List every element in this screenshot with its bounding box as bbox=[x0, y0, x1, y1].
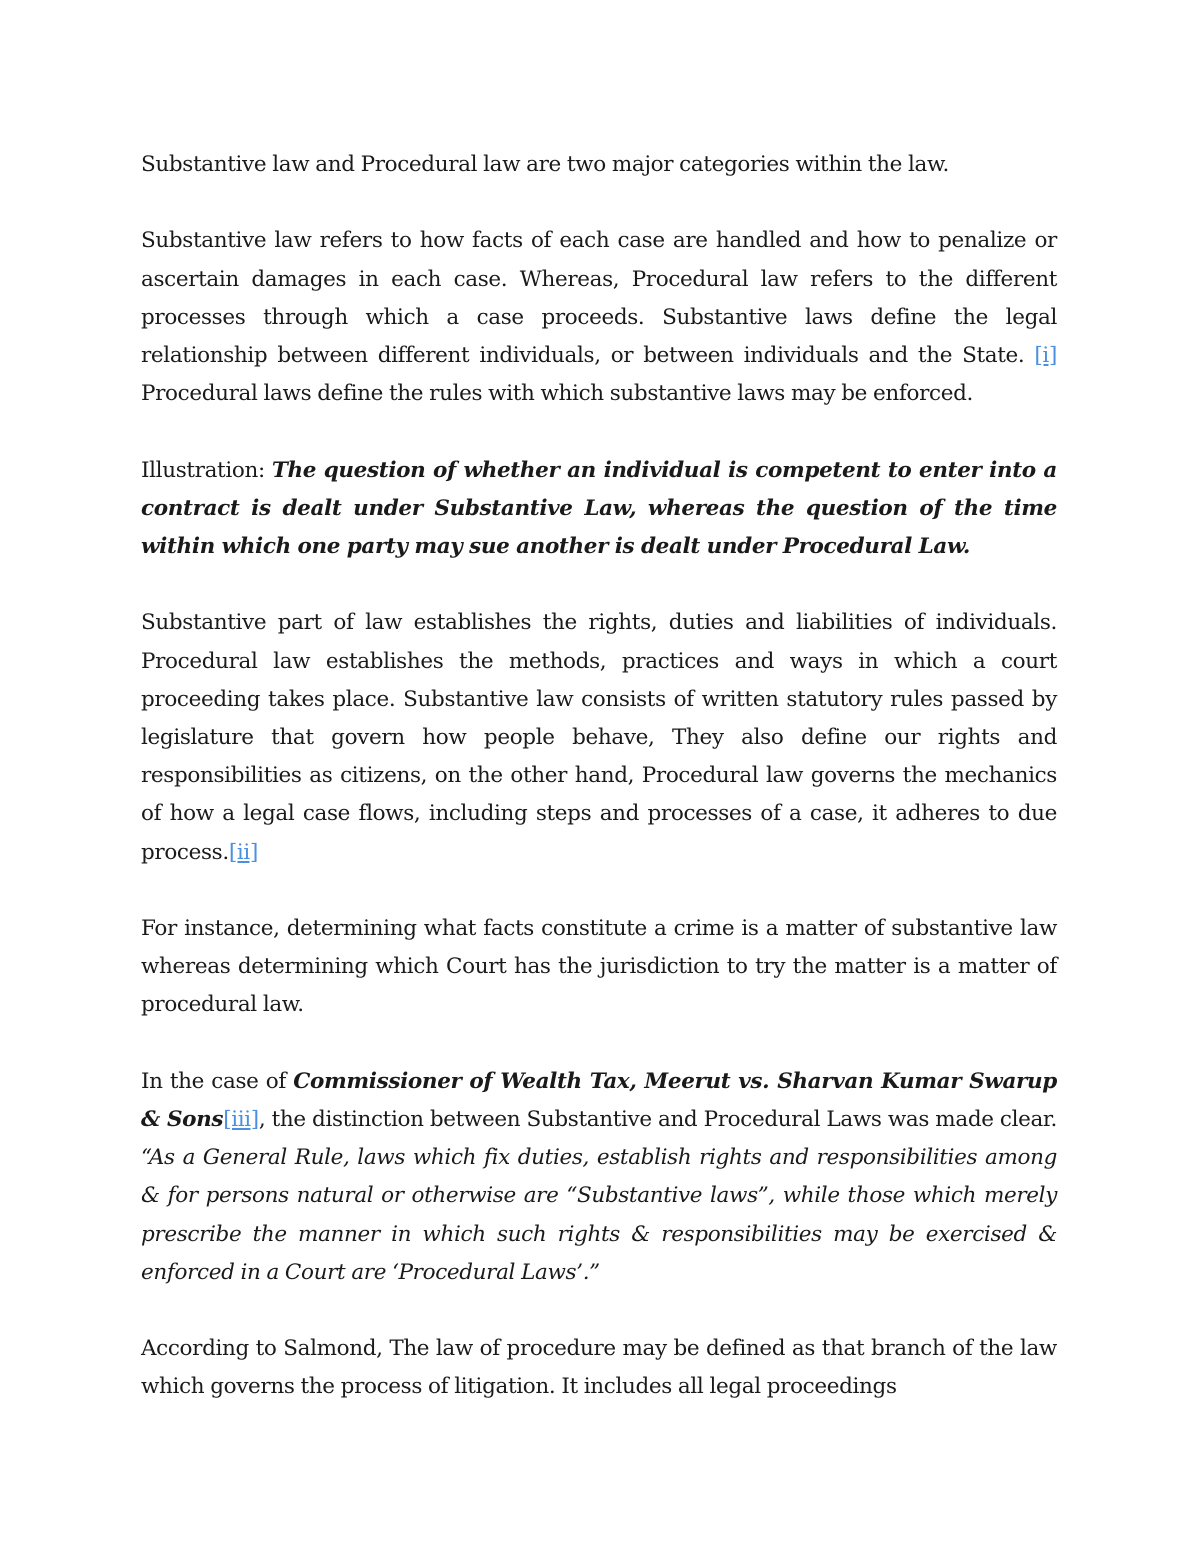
paragraph-instance bbox=[141, 910, 1057, 1025]
paragraph-comparison bbox=[141, 604, 1057, 871]
illustration-text: The question of whether an individual is competent to enter into a contract is dealt under Substantive Law, whereas the question of the time within which one party may sue another is dealt under Procedural Law. bbox=[141, 457, 1057, 559]
instance-text: For instance, determining what facts constitute a crime is a matter of substantive law whereas determining which Court has the jurisdiction to try the matter is a matter of procedural law. bbox=[141, 916, 1057, 1018]
salmond-text: According to Salmond, The law of procedure may be defined as that branch of the law which governs the process of litigation. It includes all legal proceedings bbox=[141, 1336, 1057, 1400]
paragraph-definitions bbox=[141, 222, 1057, 413]
case-text: , the distinction between Substantive and Procedural Laws was made clear. bbox=[258, 1107, 1057, 1132]
case-intro-text: In the case of bbox=[141, 1068, 294, 1094]
intro-text: Substantive law and Procedural law are two major categories within the law. bbox=[141, 152, 949, 177]
footnote-link-ii[interactable]: [ii] bbox=[228, 839, 258, 865]
case-quote: “As a General Rule, laws which fix duties, establish rights and responsibilities among & for persons natural or otherwise are “Substantive laws”, while those which merely prescribe the manner in which such rights & responsibilities may be exercised & enforced in a Court are ‘Procedural Laws’.” bbox=[141, 1145, 1057, 1285]
comparison-text: Substantive part of law establishes the rights, duties and liabilities of individuals. Procedural law establishes the methods, practices and ways in which a court proceeding takes place. Substantive law consists of written statutory rules passed by legislature that govern how people behave, They also define our rights and responsibilities as citizens, on the other hand, Procedural law governs the mechanics of how a legal case flows, including steps and processes of a case, it adheres to due process. bbox=[141, 610, 1057, 865]
paragraph-case bbox=[141, 1063, 1057, 1292]
definitions-text-end: Procedural laws define the rules with which substantive laws may be enforced. bbox=[141, 381, 973, 407]
document-page bbox=[141, 146, 1057, 1445]
paragraph-intro bbox=[141, 146, 1057, 184]
case-name: Commissioner of Wealth Tax, Meerut vs. Sharvan Kumar Swarup & Sons bbox=[141, 1068, 1057, 1132]
paragraph-salmond bbox=[141, 1330, 1057, 1406]
footnote-link-iii[interactable]: [iii] bbox=[223, 1107, 259, 1132]
illustration-label: Illustration: bbox=[141, 457, 272, 483]
footnote-link-i[interactable]: [i] bbox=[1034, 343, 1057, 368]
paragraph-illustration bbox=[141, 452, 1057, 567]
definitions-text: Substantive law refers to how facts of each case are handled and how to penalize or ascertain damages in each case. Whereas, Procedural law refers to the different processes through which a case proceeds. Substantive laws define the legal relationship between different individuals, or between individuals and the State. bbox=[141, 228, 1057, 368]
